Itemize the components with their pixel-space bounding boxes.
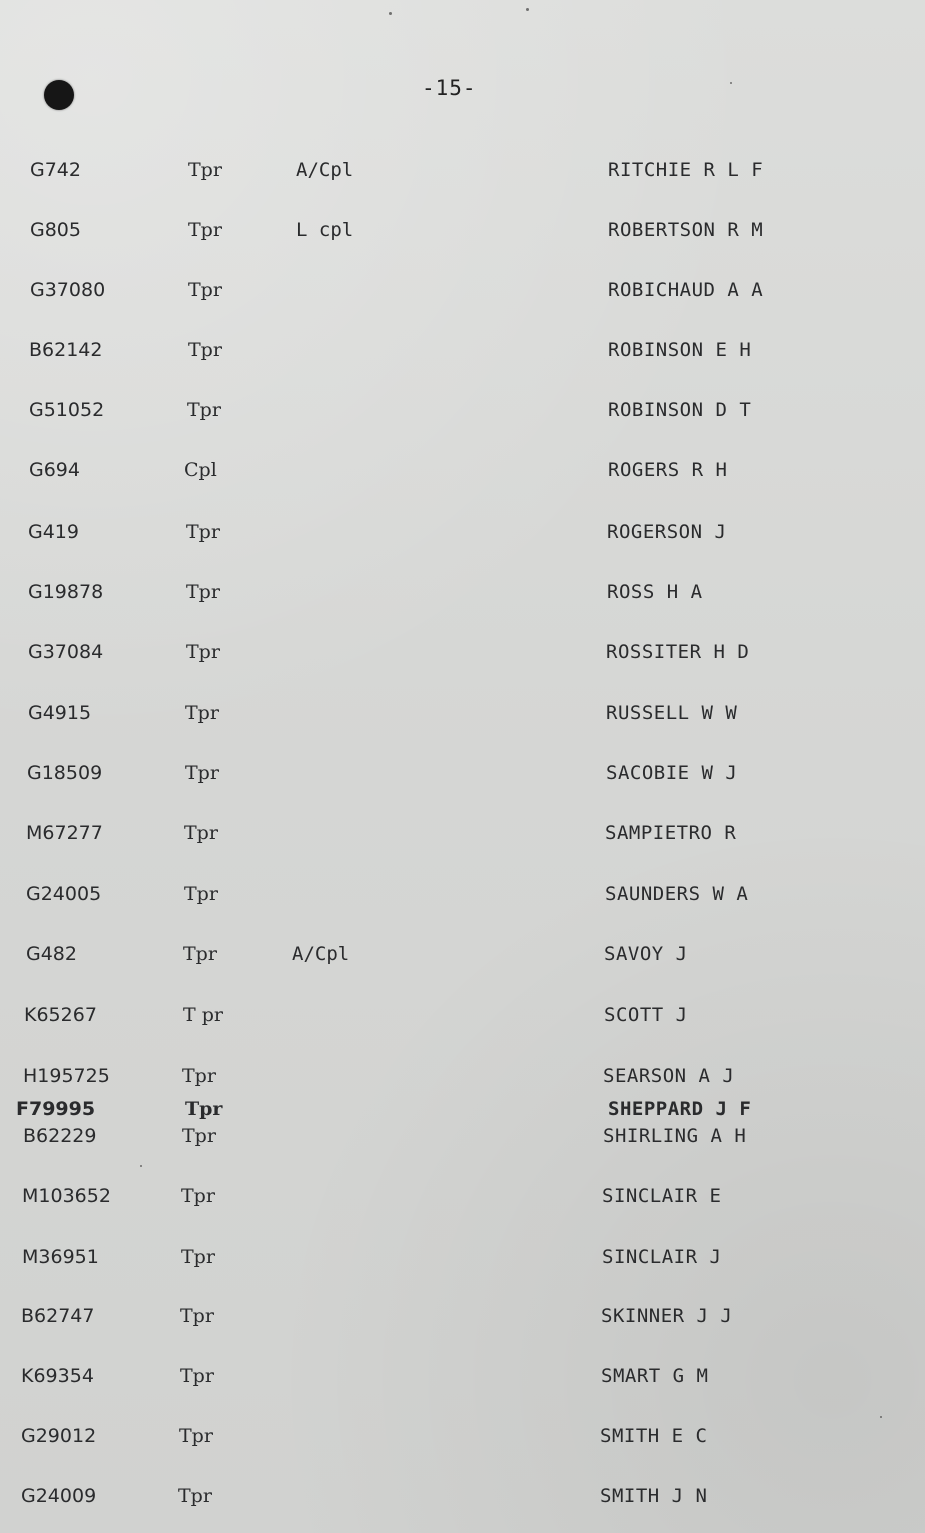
table-row [0,1422,925,1450]
name: SAMPIETRO R [605,822,737,844]
rank: Tpr [181,1185,215,1207]
appointment: L cpl [296,219,354,241]
rank: Tpr [185,702,219,724]
table-row [0,940,925,968]
rank: Tpr [186,641,220,663]
rank: Tpr [181,1246,215,1268]
name: SAVOY J [604,943,688,965]
name: SKINNER J J [601,1305,733,1327]
service-number: G694 [29,459,80,481]
table-row [0,396,925,424]
name: SMITH E C [600,1425,708,1447]
paper-speck [880,1416,882,1418]
name: ROSS H A [607,581,703,603]
table-row [0,1362,925,1390]
service-number: M103652 [22,1185,111,1207]
rank: Tpr [188,279,222,301]
rank: Tpr [182,1125,216,1147]
punch-hole [44,80,74,110]
service-number: G37084 [28,641,104,663]
name: SMART G M [601,1365,709,1387]
name: SHIRLING A H [603,1125,747,1147]
name: SINCLAIR E [602,1185,722,1207]
table-row [0,1182,925,1210]
rank: Tpr [186,581,220,603]
name: SMITH J N [600,1485,708,1507]
rank: Tpr [187,399,221,421]
table-row [0,638,925,666]
appointment: A/Cpl [296,159,354,181]
rank: Cpl [184,459,217,481]
table-row [0,880,925,908]
table-row [0,1243,925,1271]
rank: Tpr [180,1305,214,1327]
name: SHEPPARD J F [608,1098,752,1120]
service-number: G24005 [26,883,102,905]
table-row [0,518,925,546]
paper-speck [730,82,732,84]
service-number: K65267 [24,1004,97,1026]
service-number: H195725 [23,1065,110,1087]
name: RUSSELL W W [606,702,738,724]
name: ROSSITER H D [606,641,750,663]
service-number: G482 [26,943,77,965]
rank: Tpr [183,943,217,965]
service-number: M67277 [26,822,103,844]
service-number: K69354 [21,1365,94,1387]
table-row [0,1062,925,1090]
service-number: B62229 [23,1125,97,1147]
name: SAUNDERS W A [605,883,749,905]
name: ROBINSON E H [608,339,752,361]
table-row [0,759,925,787]
service-number: G805 [30,219,81,241]
rank: Tpr [184,822,218,844]
name: ROGERSON J [607,521,727,543]
table-row [0,156,925,184]
rank: Tpr [184,883,218,905]
table-row [0,1482,925,1510]
service-number: M36951 [22,1246,99,1268]
service-number: G19878 [28,581,104,603]
service-number: G29012 [21,1425,97,1447]
rank: Tpr [185,762,219,784]
service-number: G24009 [21,1485,97,1507]
rank: T pr [183,1004,223,1026]
service-number: G18509 [27,762,103,784]
paper-speck [389,12,392,15]
service-number: G4915 [28,702,92,724]
table-row [0,1302,925,1330]
rank: Tpr [188,219,222,241]
appointment: A/Cpl [292,943,350,965]
table-row [0,1001,925,1029]
table-row [0,1122,925,1150]
table-row [0,1095,925,1123]
service-number: G37080 [30,279,106,301]
name: SACOBIE W J [606,762,738,784]
name: RITCHIE R L F [608,159,764,181]
rank: Tpr [188,159,222,181]
paper-speck [526,8,529,11]
service-number: F79995 [16,1098,96,1120]
name: ROBICHAUD A A [608,279,764,301]
table-row [0,336,925,364]
rank: Tpr [179,1425,213,1447]
rank: Tpr [180,1365,214,1387]
service-number: G742 [30,159,81,181]
rank: Tpr [178,1485,212,1507]
rank: Tpr [186,521,220,543]
table-row [0,276,925,304]
name: SCOTT J [604,1004,688,1026]
table-row [0,578,925,606]
table-row [0,456,925,484]
table-row [0,216,925,244]
table-row [0,819,925,847]
name: ROGERS R H [608,459,728,481]
page-number: -15- [422,76,477,100]
rank: Tpr [185,1098,223,1120]
table-row [0,699,925,727]
service-number: G419 [28,521,79,543]
name: SINCLAIR J [602,1246,722,1268]
service-number: B62747 [21,1305,95,1327]
paper-speck [140,1165,142,1167]
service-number: G51052 [29,399,105,421]
service-number: B62142 [29,339,103,361]
rank: Tpr [188,339,222,361]
name: ROBERTSON R M [608,219,764,241]
name: ROBINSON D T [608,399,752,421]
name: SEARSON A J [603,1065,735,1087]
rank: Tpr [182,1065,216,1087]
